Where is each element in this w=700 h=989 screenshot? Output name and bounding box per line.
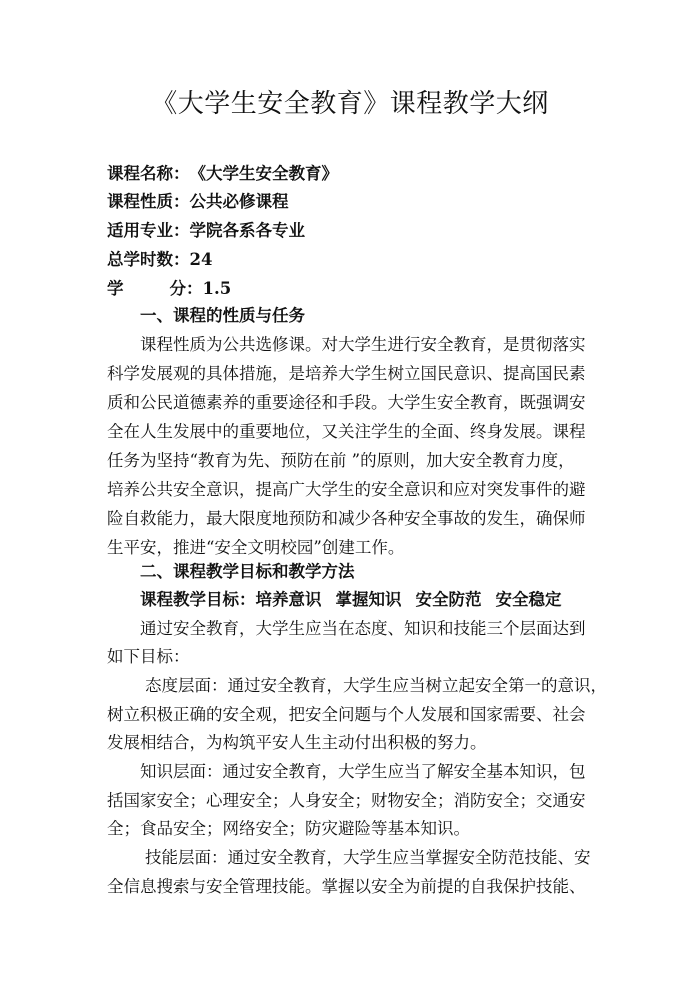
credit-label-a: 学 <box>107 279 124 298</box>
section2-intro-line: 通过安全教育，大学生应当在态度、知识和技能三个层面达到 <box>140 619 586 638</box>
credit-label-b: 分： <box>169 279 203 298</box>
teaching-goals-label: 课程教学目标： <box>140 590 256 609</box>
course-nature-row <box>107 190 289 214</box>
credit-value: 1.5 <box>202 279 232 298</box>
hours-row <box>107 248 212 272</box>
section1-line: 生平安，推进“安全文明校园”创建工作。 <box>107 538 405 557</box>
teaching-goal: 安全防范 <box>415 590 482 609</box>
major-label: 适用专业： <box>107 221 190 240</box>
section1-line: 课程性质为公共选修课。对大学生进行安全教育，是贯彻落实 <box>140 335 586 354</box>
section1-line: 任务为坚持“教育为先、预防在前 ”的原则，加大安全教育力度， <box>107 451 575 470</box>
knowledge-paragraph-line: 全；食品安全；网络安全；防灾避险等基本知识。 <box>107 819 470 838</box>
teaching-goal: 掌握知识 <box>335 590 402 609</box>
course-nature-value: 公共必修课程 <box>189 192 289 211</box>
course-nature-label: 课程性质： <box>107 192 190 211</box>
teaching-goals-row <box>140 588 562 612</box>
course-name-value: 《大学生安全教育》 <box>189 164 338 183</box>
knowledge-paragraph-line: 括国家安全；心理安全；人身安全；财物安全；消防安全；交通安 <box>107 791 586 810</box>
skill-paragraph-line: 技能层面：通过安全教育，大学生应当掌握安全防范技能、安 <box>145 848 591 867</box>
course-name-label: 课程名称： <box>107 164 190 183</box>
section2-intro-line: 如下目标： <box>107 647 190 666</box>
teaching-goal: 安全稳定 <box>495 590 562 609</box>
section1-line: 全在人生发展中的重要地位，又关注学生的全面、终身发展。课程 <box>107 422 586 441</box>
section1-line: 质和公民道德素养的重要途径和手段。大学生安全教育，既强调安 <box>107 393 586 412</box>
major-row <box>107 219 305 243</box>
course-name-row <box>107 162 338 186</box>
hours-value: 24 <box>189 250 213 269</box>
knowledge-paragraph-line: 知识层面：通过安全教育，大学生应当了解安全基本知识，包 <box>140 762 586 781</box>
attitude-paragraph-line: 发展相结合，为构筑平安人生主动付出积极的努力。 <box>107 733 487 752</box>
section1-line: 科学发展观的具体措施，是培养大学生树立国民意识、提高国民素 <box>107 364 586 383</box>
attitude-paragraph-line: 树立积极正确的安全观，把安全问题与个人发展和国家需要、社会 <box>107 705 586 724</box>
section1-line: 培养公共安全意识，提高广大学生的安全意识和应对突发事件的避 <box>107 480 586 499</box>
skill-paragraph-line: 全信息搜索与安全管理技能。掌握以安全为前提的自我保护技能、 <box>107 877 586 896</box>
credit-row <box>107 277 231 301</box>
document-title: 《大学生安全教育》课程教学大纲 <box>151 89 549 119</box>
credit-label <box>107 277 203 301</box>
teaching-goal: 培养意识 <box>255 590 322 609</box>
section1-line: 险自救能力，最大限度地预防和减少各种安全事故的发生，确保师 <box>107 509 586 528</box>
attitude-paragraph-line: 态度层面：通过安全教育，大学生应当树立起安全第一的意识， <box>145 676 607 695</box>
section2-heading: 二、课程教学目标和教学方法 <box>140 562 355 581</box>
major-value: 学院各系各专业 <box>189 221 305 240</box>
hours-label: 总学时数： <box>107 250 190 269</box>
section1-heading: 一、课程的性质与任务 <box>140 306 305 325</box>
